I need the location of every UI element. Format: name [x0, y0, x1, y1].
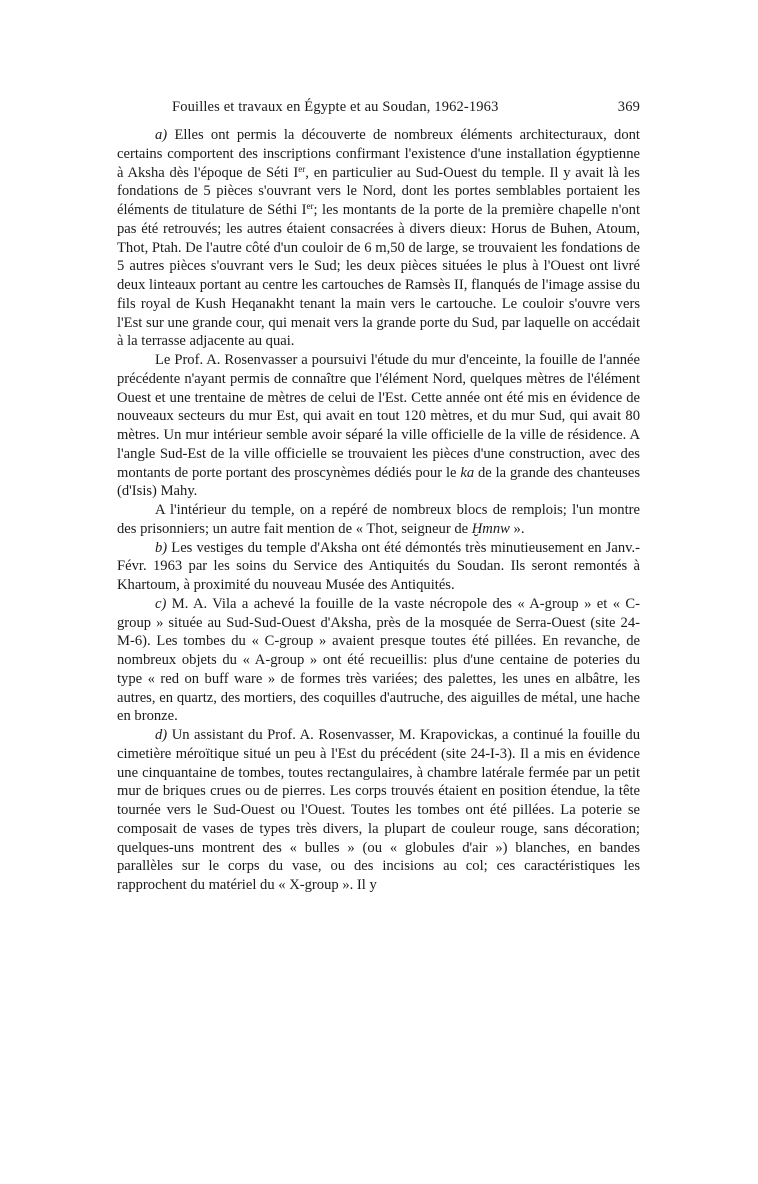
paragraph-rosenvasser [117, 351, 640, 501]
paragraph-d-text: Un assistant du Prof. A. Rosenvasser, M. Krapovickas, a continué la fouille du cimetière méroïtique situé un peu à l'Est du précédent (site 24-I-3). Il a mis en évidence une cinquantaine de tombes, toutes rectangulaires, à chambre latérale fermée par un petit mur de briques crues ou de pierres. Les corps trouvés étaient en position étendue, la tête tournée vers le Sud-Ouest ou l'Ouest. Toutes les tombes ont été pillées. La poterie se composait de vases de types très divers, la plupart de couleur rouge, sans décoration; quelques-uns montrent des « bulles » (ou « globules d'air ») blanches, en bandes parallèles sur le corps du vase, ou des incisions au col; ces caractéristiques les rapprochent du matériel du « X-group ». Il y [117, 727, 640, 893]
paragraph-interieur [117, 501, 640, 539]
paragraph-a [117, 126, 640, 351]
paragraph-c-text: M. A. Vila a achevé la fouille de la vaste nécropole des « A-group » et « C-group » située au Sud-Sud-Ouest d'Aksha, près de la mosquée de Serra-Ouest (site 24-M-6). Les tombes du « C-group » avaient presque toutes été pillées. En revanche, de nombreux objets du « A-group » ont été recueillis: plus d'une centaine de poteries du type « red on buff ware » de formes très variées; des palettes, les unes en albâtre, les autres, en quartz, des mortiers, des coquilles d'autruche, des aiguilles de métal, une hache en bronze. [117, 595, 640, 725]
paragraph-a-sup-1: er [298, 163, 306, 174]
paragraph-c-label: c) [155, 595, 167, 612]
paragraph-a-text-1: Elles ont permis la découverte de nombreux éléments architecturaux, dont certains comportent des inscriptions confirmant l'existence d'une installation égyptienne à Aksha dès l'époque de Séti I [117, 127, 640, 181]
paragraph-b [117, 539, 640, 595]
paragraph-interieur-hmnw: Ḫmnw [471, 520, 510, 537]
running-head-title: Fouilles et travaux en Égypte et au Soudan, 1962-1963 [172, 99, 499, 115]
page-number: 369 [617, 99, 640, 115]
paragraph-a-sup-2: er [306, 201, 314, 211]
paragraph-a-text-3: ; les montants de la porte de la première chapelle n'ont pas été retrouvés; les autres étaient consacrées à divers dieux: Horus de Buhen, Atoum, Thot, Ptah. De l'autre côté d'un couloir de 6 m,50 de large, se trouvaient les fondations de 5 autres pièces s'ouvrant vers le Sud; les deux pièces situées le plus à l'Ouest ont livré deux linteaux portant au centre les cartouches de Ramsès II, flanqués de l'image assise du fils royal de Kush Heqanakht tenant la main vers le cartouche. Le couloir s'ouvre vers l'Est sur une grande cour, qui menait vers la grande porte du Sud, par laquelle on accédait à la terrasse adjacente au quai. [117, 202, 640, 350]
paragraph-d [117, 726, 640, 895]
paragraph-interieur-text: A l'intérieur du temple, on a repéré de nombreux blocs de remplois; l'un montre des prisonniers; un autre fait mention de « Thot, seigneur de [117, 502, 640, 537]
paragraph-rosenvasser-ka: ka [460, 464, 475, 481]
paragraph-d-label: d) [155, 727, 168, 743]
paragraph-b-label: b) [155, 539, 168, 556]
body-text [117, 126, 640, 895]
paragraph-interieur-end: ». [509, 520, 525, 537]
paragraph-b-text: Les vestiges du temple d'Aksha ont été démontés très minutieusement en Janv.-Févr. 1963 par les soins du Service des Antiquités du Soudan. Ils seront remontés à Khartoum, à proximité du nouveau Musée des Antiquités. [117, 539, 640, 593]
paragraph-a-label: a) [155, 127, 168, 143]
paragraph-c [117, 595, 640, 726]
paragraph-a-text-2: , en particulier au Sud-Ouest du temple. Il y avait là les fondations de 5 pièces s'ouvrant vers le Nord, dont les portes semblables portaient les éléments de titulature de Séthi I [117, 164, 640, 218]
paragraph-rosenvasser-end: de la grande des chanteuses (d'Isis) Mahy. [117, 464, 641, 500]
running-head [172, 99, 640, 119]
paragraph-rosenvasser-text: Le Prof. A. Rosenvasser a poursuivi l'étude du mur d'enceinte, la fouille de l'année précédente n'ayant permis de connaître que l'élément Nord, quelques mètres de l'élément Ouest et une trentaine de mètres de celui de l'Est. Cette année ont été mis en évidence de nouveaux secteurs du mur Est, qui avait en tout 120 mètres, et du mur Sud, qui avait 80 mètres. Un mur intérieur semble avoir séparé la ville officielle de la ville de résidence. A l'angle Sud-Est de la ville officielle se trouvaient les pièces d'une construction, avec des montants de porte portant des proscynèmes dédiés pour le [117, 352, 640, 481]
